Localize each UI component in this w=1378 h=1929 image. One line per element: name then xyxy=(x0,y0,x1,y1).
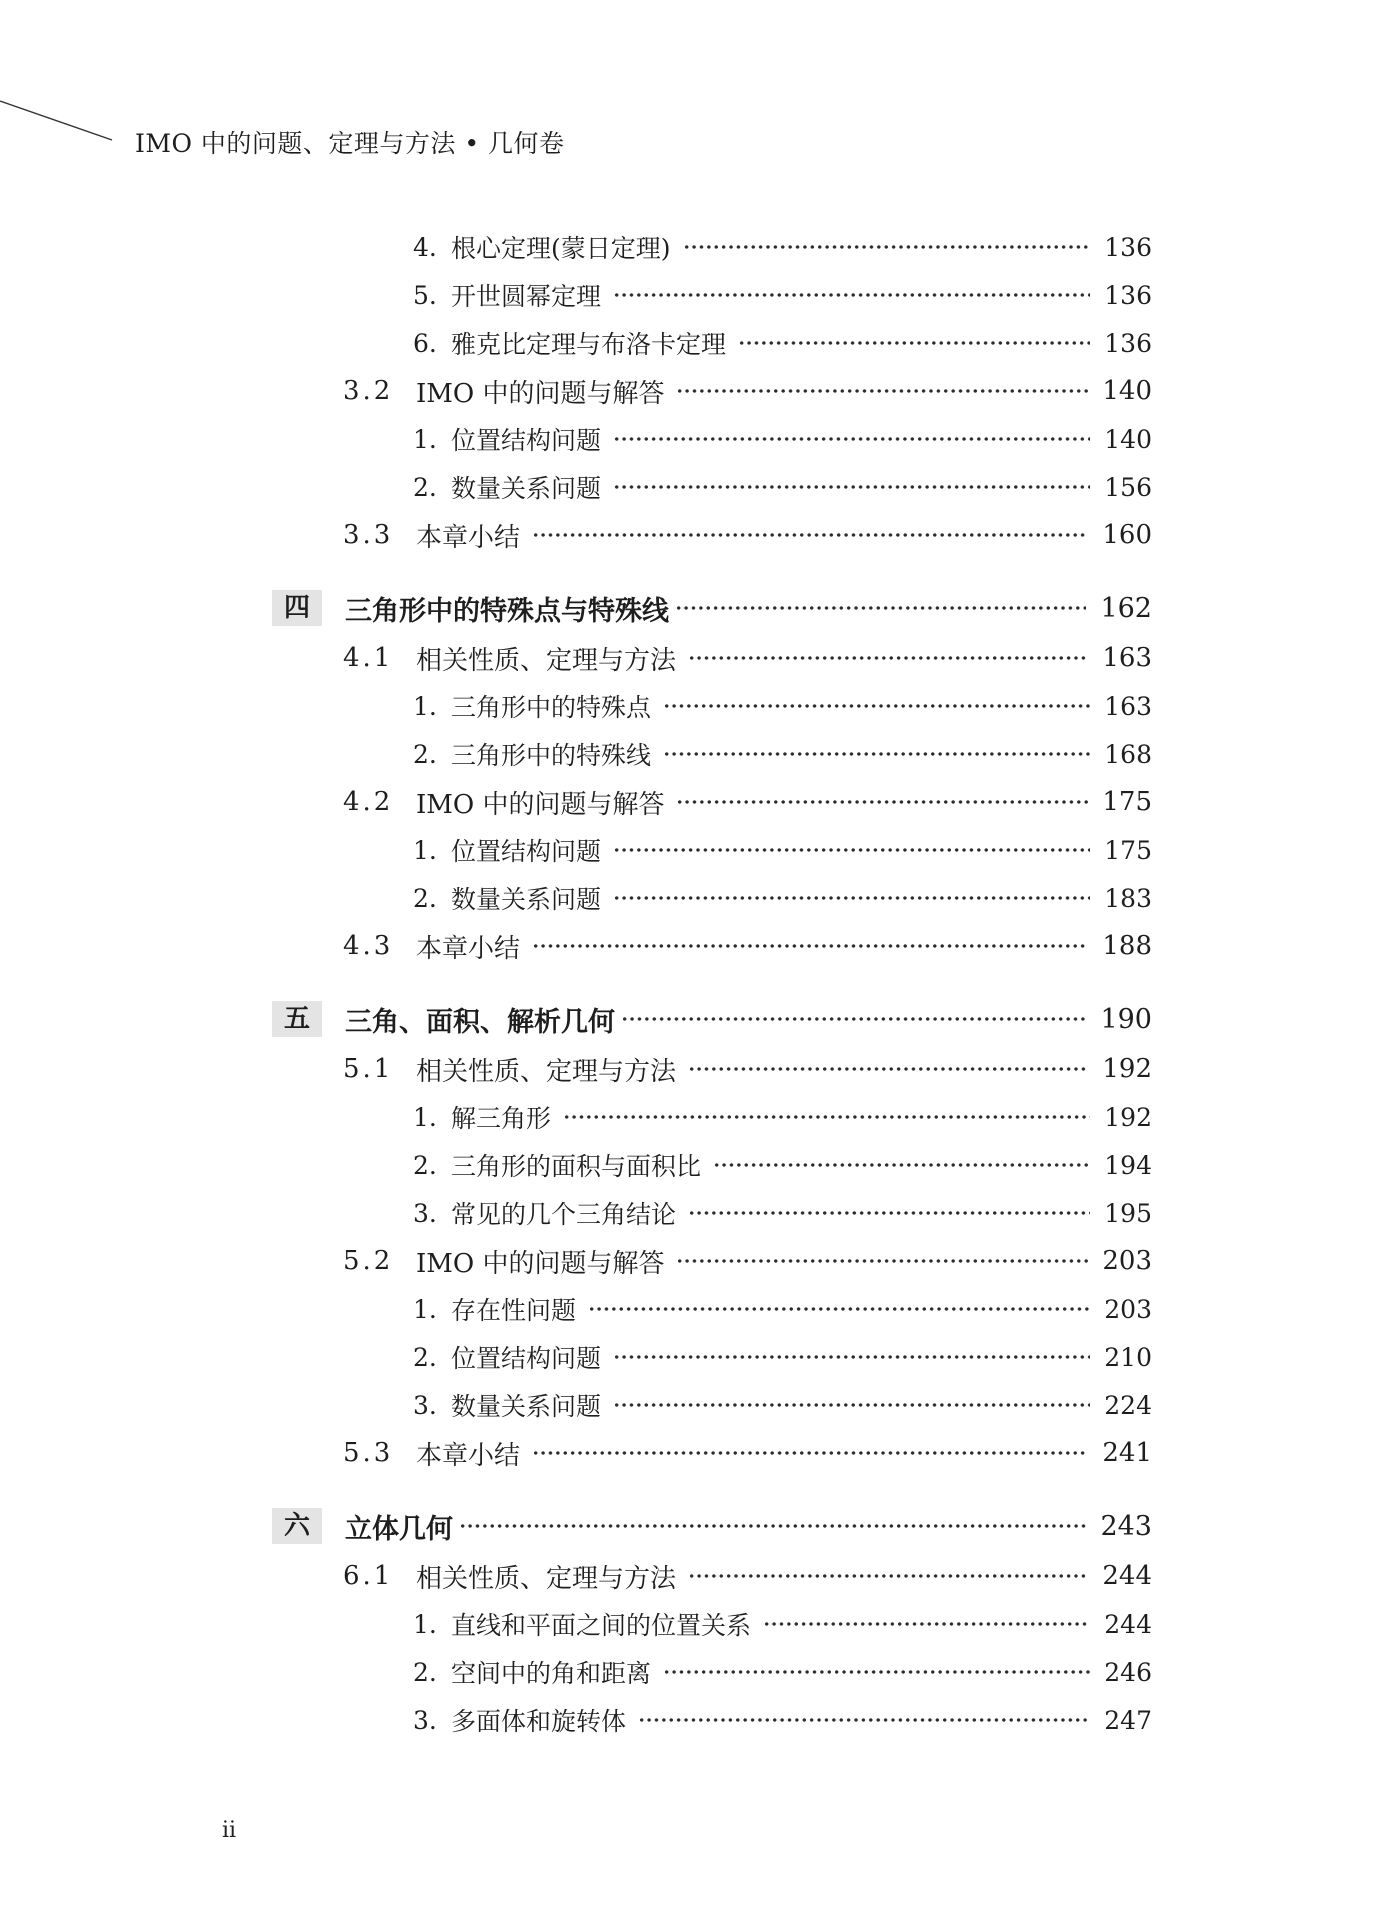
toc-entry-page-number: 136 xyxy=(1104,328,1152,358)
toc-entry-page-number: 203 xyxy=(1104,1294,1152,1324)
toc-entry-number: 六 xyxy=(272,1508,322,1544)
toc-item-row[interactable] xyxy=(413,684,1152,728)
toc-entry-page-number: 163 xyxy=(1104,691,1152,721)
toc-entry-number: 5. xyxy=(413,280,437,310)
toc-entry-title: 立体几何 xyxy=(345,1513,453,1545)
toc-section-row[interactable] xyxy=(343,780,1152,824)
toc-entry-title: 位置结构问题 xyxy=(451,426,602,455)
toc-section-row[interactable] xyxy=(343,513,1152,557)
toc-entry-title: 三角形的面积与面积比 xyxy=(451,1152,702,1181)
toc-entry-title: 位置结构问题 xyxy=(451,1344,602,1373)
dot-leader xyxy=(713,1153,1090,1177)
toc-item-row[interactable] xyxy=(413,1335,1152,1379)
toc-entry-title: 数量关系问题 xyxy=(451,1392,602,1421)
toc-entry-title: 雅克比定理与布洛卡定理 xyxy=(451,330,727,359)
toc-entry-page-number: 244 xyxy=(1102,1561,1152,1591)
toc-item-row[interactable] xyxy=(413,1602,1152,1646)
toc-item-row[interactable] xyxy=(413,417,1152,461)
toc-section-row[interactable] xyxy=(343,924,1152,968)
toc-entry-number: 4. xyxy=(413,232,437,262)
toc-entry-title: 常见的几个三角结论 xyxy=(451,1200,677,1229)
dot-leader xyxy=(688,646,1088,670)
toc-entry-number: 2. xyxy=(413,739,437,769)
toc-entry-title: 相关性质、定理与方法 xyxy=(416,645,677,676)
running-header-title: IMO 中的问题、定理与方法 • 几何卷 xyxy=(135,129,565,158)
toc-entry-number: 3.3 xyxy=(343,520,394,550)
toc-entry-number: 2. xyxy=(413,883,437,913)
toc-entry-number: 3.2 xyxy=(343,376,394,406)
toc-entry-title: 三角、面积、解析几何 xyxy=(345,1006,615,1038)
dot-leader xyxy=(763,1612,1090,1636)
toc-entry-number: 1. xyxy=(413,691,437,721)
toc-entry-number: 四 xyxy=(272,590,322,626)
toc-entry-page-number: 244 xyxy=(1104,1609,1152,1639)
toc-entry-title: 三角形中的特殊线 xyxy=(451,741,652,770)
toc-entry-page-number: 136 xyxy=(1104,280,1152,310)
toc-entry-page-number: 203 xyxy=(1102,1246,1152,1276)
dot-leader xyxy=(613,475,1090,499)
toc-entry-title: 相关性质、定理与方法 xyxy=(416,1056,677,1087)
toc-entry-number: 6. xyxy=(413,328,437,358)
toc-entry-title: 本章小结 xyxy=(416,522,521,553)
toc-item-row[interactable] xyxy=(413,225,1152,269)
toc-item-row[interactable] xyxy=(413,1698,1152,1742)
toc-section-row[interactable] xyxy=(343,636,1152,680)
dot-leader xyxy=(588,1297,1090,1321)
toc-entry-number: 4.1 xyxy=(343,643,394,673)
toc-entry-number: 2. xyxy=(413,1150,437,1180)
toc-entry-title: 本章小结 xyxy=(416,1440,521,1471)
toc-entry-title: 存在性问题 xyxy=(451,1296,577,1325)
toc-entry-page-number: 156 xyxy=(1104,472,1152,502)
dot-leader xyxy=(676,790,1088,814)
dot-leader xyxy=(613,427,1090,451)
dot-leader xyxy=(621,1007,1086,1031)
toc-section-row[interactable] xyxy=(343,369,1152,413)
dot-leader xyxy=(613,838,1090,862)
dot-leader xyxy=(675,596,1086,620)
dot-leader xyxy=(688,1564,1088,1588)
toc-item-row[interactable] xyxy=(413,828,1152,872)
toc-item-row[interactable] xyxy=(413,1143,1152,1187)
toc-entry-page-number: 162 xyxy=(1100,592,1152,624)
toc-entry-page-number: 140 xyxy=(1104,424,1152,454)
toc-entry-number: 4.3 xyxy=(343,931,394,961)
toc-entry-page-number: 168 xyxy=(1104,739,1152,769)
dot-leader xyxy=(676,1249,1088,1273)
toc-entry-number: 2. xyxy=(413,1342,437,1372)
toc-entry-title: 本章小结 xyxy=(416,933,521,964)
toc-entry-page-number: 190 xyxy=(1100,1003,1152,1035)
dot-leader xyxy=(663,742,1090,766)
toc-entry-page-number: 241 xyxy=(1102,1438,1152,1468)
toc-chapter-row[interactable] xyxy=(272,1504,1152,1548)
dot-leader xyxy=(613,1345,1090,1369)
dot-leader xyxy=(663,1660,1090,1684)
dot-leader xyxy=(532,934,1088,958)
toc-entry-title: 数量关系问题 xyxy=(451,885,602,914)
toc-entry-page-number: 195 xyxy=(1104,1198,1152,1228)
toc-entry-page-number: 175 xyxy=(1102,787,1152,817)
toc-section-row[interactable] xyxy=(343,1047,1152,1091)
toc-entry-title: 数量关系问题 xyxy=(451,474,602,503)
toc-item-row[interactable] xyxy=(413,321,1152,365)
toc-entry-number: 5.3 xyxy=(343,1438,394,1468)
toc-entry-number: 5.1 xyxy=(343,1054,394,1084)
toc-entry-page-number: 224 xyxy=(1104,1390,1152,1420)
toc-entry-number: 1. xyxy=(413,1294,437,1324)
toc-entry-title: IMO 中的问题与解答 xyxy=(416,378,665,409)
toc-section-row[interactable] xyxy=(343,1239,1152,1283)
toc-entry-title: IMO 中的问题与解答 xyxy=(416,789,665,820)
toc-item-row[interactable] xyxy=(413,1650,1152,1694)
toc-entry-page-number: 192 xyxy=(1102,1054,1152,1084)
toc-entry-page-number: 140 xyxy=(1102,376,1152,406)
toc-entry-number: 1. xyxy=(413,424,437,454)
dot-leader xyxy=(532,1441,1088,1465)
dot-leader xyxy=(683,235,1091,259)
dot-leader xyxy=(688,1201,1090,1225)
toc-entry-page-number: 160 xyxy=(1102,520,1152,550)
toc-entry-page-number: 247 xyxy=(1104,1705,1152,1735)
toc-entry-number: 3. xyxy=(413,1390,437,1420)
toc-item-row[interactable] xyxy=(413,1095,1152,1139)
dot-leader xyxy=(613,283,1090,307)
dot-leader xyxy=(688,1057,1088,1081)
toc-entry-number: 4.2 xyxy=(343,787,394,817)
toc-entry-page-number: 183 xyxy=(1104,883,1152,913)
toc-entry-page-number: 210 xyxy=(1104,1342,1152,1372)
toc-chapter-row[interactable] xyxy=(272,586,1152,630)
toc-entry-title: 直线和平面之间的位置关系 xyxy=(451,1611,752,1640)
toc-entry-title: 位置结构问题 xyxy=(451,837,602,866)
dot-leader xyxy=(459,1514,1086,1538)
toc-entry-number: 5.2 xyxy=(343,1246,394,1276)
toc-item-row[interactable] xyxy=(413,876,1152,920)
toc-entry-number: 6.1 xyxy=(343,1561,394,1591)
toc-section-row[interactable] xyxy=(343,1431,1152,1475)
dot-leader xyxy=(663,694,1090,718)
dot-leader xyxy=(638,1708,1090,1732)
toc-entry-number: 3. xyxy=(413,1198,437,1228)
toc-item-row[interactable] xyxy=(413,465,1152,509)
toc-entry-page-number: 194 xyxy=(1104,1150,1152,1180)
toc-item-row[interactable] xyxy=(413,1191,1152,1235)
dot-leader xyxy=(563,1105,1090,1129)
dot-leader xyxy=(676,379,1088,403)
dot-leader xyxy=(532,523,1088,547)
toc-entry-title: 开世圆幂定理 xyxy=(451,282,602,311)
dot-leader xyxy=(613,1393,1090,1417)
toc-entry-number: 五 xyxy=(272,1001,322,1037)
toc-entry-page-number: 136 xyxy=(1104,232,1152,262)
toc-item-row[interactable] xyxy=(413,273,1152,317)
toc-entry-title: 三角形中的特殊点与特殊线 xyxy=(345,595,669,627)
toc-entry-page-number: 192 xyxy=(1104,1102,1152,1132)
toc-entry-page-number: 175 xyxy=(1104,835,1152,865)
toc-section-row[interactable] xyxy=(343,1554,1152,1598)
toc-entry-number: 1. xyxy=(413,1609,437,1639)
dot-leader xyxy=(613,886,1090,910)
toc-item-row[interactable] xyxy=(413,732,1152,776)
toc-entry-title: IMO 中的问题与解答 xyxy=(416,1248,665,1279)
toc-entry-title: 空间中的角和距离 xyxy=(451,1659,652,1688)
toc-entry-page-number: 246 xyxy=(1104,1657,1152,1687)
toc-entry-page-number: 243 xyxy=(1100,1510,1152,1542)
toc-entry-number: 2. xyxy=(413,472,437,502)
toc-entry-title: 解三角形 xyxy=(451,1104,552,1133)
toc-entry-title: 多面体和旋转体 xyxy=(451,1707,627,1736)
toc-chapter-row[interactable] xyxy=(272,997,1152,1041)
toc-entry-number: 2. xyxy=(413,1657,437,1687)
toc-entry-number: 1. xyxy=(413,1102,437,1132)
page-number: ii xyxy=(222,1818,237,1843)
toc-entry-page-number: 163 xyxy=(1102,643,1152,673)
toc-item-row[interactable] xyxy=(413,1287,1152,1331)
toc-entry-title: 相关性质、定理与方法 xyxy=(416,1563,677,1594)
toc-entry-number: 1. xyxy=(413,835,437,865)
toc-entry-number: 3. xyxy=(413,1705,437,1735)
dot-leader xyxy=(738,331,1090,355)
toc-item-row[interactable] xyxy=(413,1383,1152,1427)
toc-entry-page-number: 188 xyxy=(1102,931,1152,961)
toc-entry-title: 三角形中的特殊点 xyxy=(451,693,652,722)
toc-entry-title: 根心定理(蒙日定理) xyxy=(451,234,671,263)
